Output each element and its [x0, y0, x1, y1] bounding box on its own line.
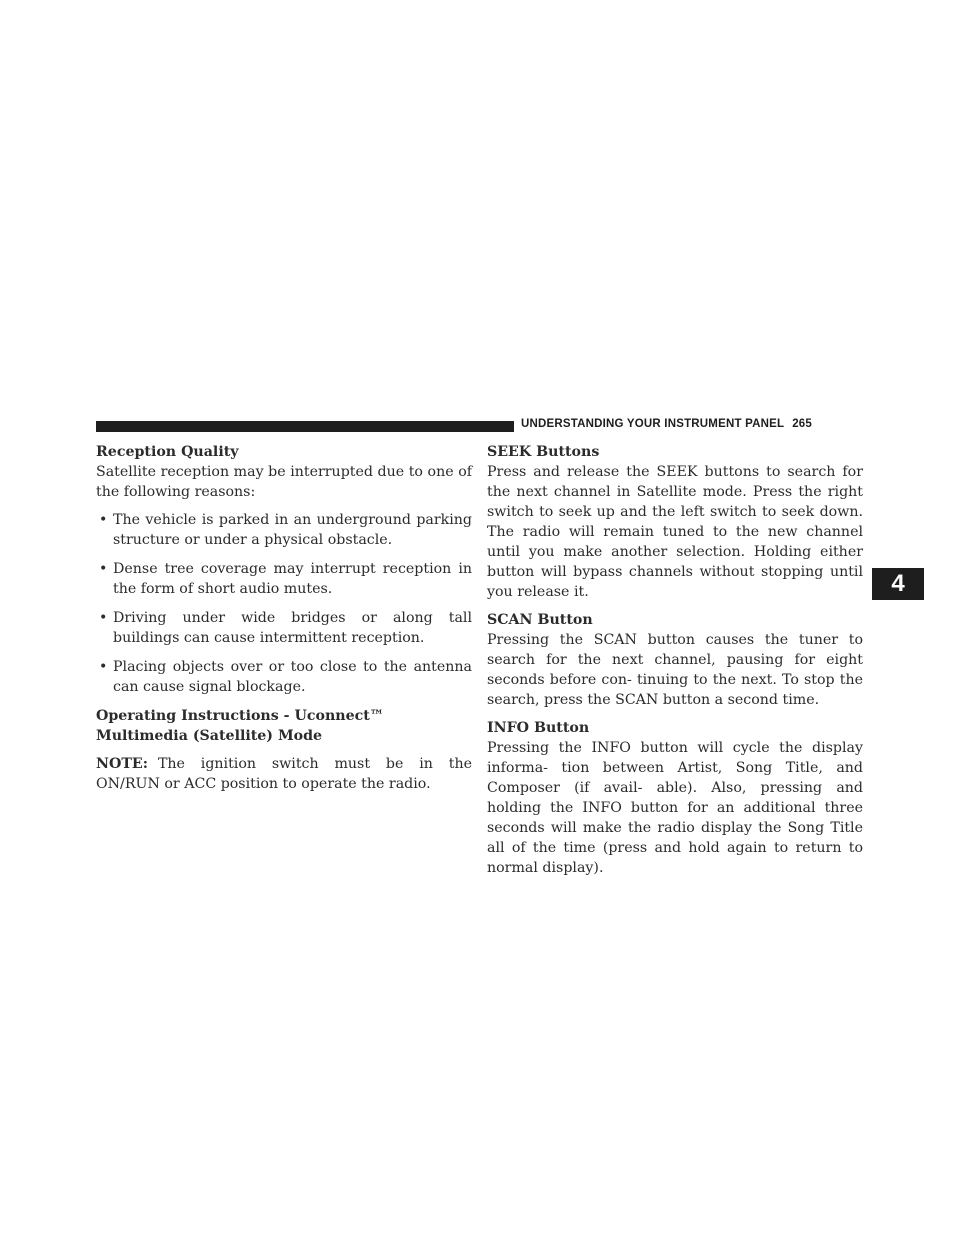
list-item: • Placing objects over or too close to the antenna can cause signal blockage.: [99, 659, 472, 695]
note-label: NOTE:: [96, 756, 148, 772]
reception-intro: Satellite reception may be interrupted due to one of the following reasons:: [96, 464, 472, 500]
scan-button-heading: SCAN Button: [487, 612, 593, 628]
scan-text: Pressing the SCAN button causes the tuner to search for the next channel, pausing for eight seconds before con- tinuing to the next. To stop the search, press the SCAN button a second time.: [487, 632, 863, 708]
operating-instructions-heading: Operating Instructions - Uconnect™ Multimedia (Satellite) Mode: [96, 708, 384, 744]
seek-text: Press and release the SEEK buttons to search for the next channel in Satellite mode. Press the right switch to seek up and the left switch to seek down. The radio will remain tuned to the new channel until you make another selection. Holding either button will bypass channels without stopping until you release it.: [487, 464, 863, 600]
left-column: [96, 442, 472, 794]
list-item: • The vehicle is parked in an underground parking structure or under a physical obstacle.: [99, 512, 472, 548]
reception-reasons-list: [96, 510, 472, 697]
seek-buttons-heading: SEEK Buttons: [487, 444, 600, 460]
bullet-icon: •: [99, 512, 108, 528]
note-paragraph: [96, 754, 472, 794]
page-number: 265: [792, 418, 812, 430]
header-rule: [96, 421, 514, 432]
bullet-icon: •: [99, 659, 108, 675]
list-item: • Driving under wide bridges or along tall buildings can cause intermittent reception.: [99, 610, 472, 646]
note-text: The ignition switch must be in the ON/RUN or ACC position to operate the radio.: [96, 756, 472, 792]
reception-quality-heading: Reception Quality: [96, 444, 239, 460]
section-title: UNDERSTANDING YOUR INSTRUMENT PANEL: [521, 418, 785, 430]
running-header: [521, 418, 812, 430]
chapter-tab: 4: [872, 568, 924, 600]
bullet-icon: •: [99, 610, 108, 626]
list-item: • Dense tree coverage may interrupt reception in the form of short audio mutes.: [99, 561, 472, 597]
bullet-icon: •: [99, 561, 108, 577]
info-button-heading: INFO Button: [487, 720, 590, 736]
info-text: Pressing the INFO button will cycle the display informa- tion between Artist, Song Title, and Composer (if avail- able). Also, pressing and holding the INFO button for an additional three seconds will make the radio display the Song Title all of the time (press and hold again to return to normal display).: [487, 740, 863, 876]
right-column: [487, 442, 863, 878]
